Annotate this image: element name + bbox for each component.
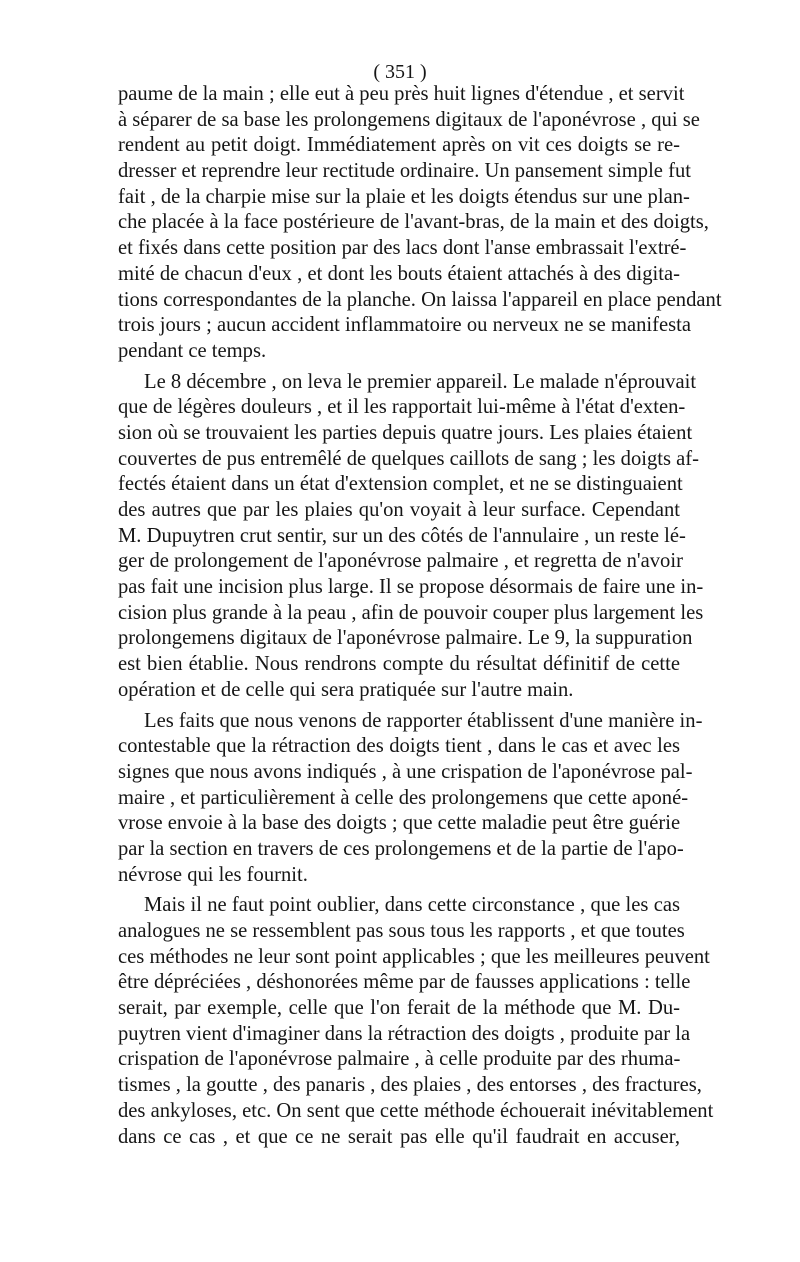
text-line: Le 8 décembre , on leva le premier appareil. Le malade n'éprouvait bbox=[144, 370, 697, 393]
text-line: par la section en travers de ces prolongemens et de la partie de l'apo- bbox=[118, 837, 684, 860]
text-line: névrose qui les fournit. bbox=[118, 863, 308, 886]
text-line: prolongemens digitaux de l'aponévrose palmaire. Le 9, la suppuration bbox=[118, 627, 693, 650]
text-line: être dépréciées , déshonorées même par de fausses applications : telle bbox=[118, 971, 691, 994]
text-line: serait, par exemple, celle que l'on ferait de la méthode que M. Du- bbox=[118, 997, 680, 1020]
text-line: trois jours ; aucun accident inflammatoire ou nerveux ne se manifesta bbox=[118, 314, 691, 337]
text-line: vrose envoie à la base des doigts ; que cette maladie peut être guérie bbox=[118, 812, 681, 835]
text-line: M. Dupuytren crut sentir, sur un des côtés de l'annulaire , un reste lé- bbox=[118, 524, 686, 547]
text-line: que de légères douleurs , et il les rapportait lui-même à l'état d'exten- bbox=[118, 396, 686, 419]
text-line: dresser et reprendre leur rectitude ordinaire. Un pansement simple fut bbox=[118, 160, 691, 183]
text-line: fait , de la charpie mise sur la plaie et les doigts étendus sur une plan- bbox=[118, 185, 690, 208]
body-text bbox=[118, 82, 722, 1150]
text-line: paume de la main ; elle eut à peu près huit lignes d'étendue , et servit bbox=[118, 83, 685, 105]
text-line: puytren vient d'imaginer dans la rétraction des doigts , produite par la bbox=[118, 1022, 691, 1045]
text-line: à séparer de sa base les prolongemens digitaux de l'aponévrose , qui se bbox=[118, 108, 700, 131]
text-line: pendant ce temps. bbox=[118, 339, 267, 362]
paragraph bbox=[118, 82, 722, 365]
text-line: signes que nous avons indiqués , à une crispation de l'aponévrose pal- bbox=[118, 760, 693, 783]
text-line: tions correspondantes de la planche. On laissa l'appareil en place pendant bbox=[118, 288, 722, 311]
text-line: cision plus grande à la peau , afin de pouvoir couper plus largement les bbox=[118, 601, 704, 624]
paragraph bbox=[118, 893, 714, 1150]
text-line: Les faits que nous venons de rapporter établissent d'une manière in- bbox=[144, 709, 703, 732]
text-line: fectés étaient dans un état d'extension complet, et ne se distinguaient bbox=[118, 473, 683, 496]
text-line: contestable que la rétraction des doigts tient , dans le cas et avec les bbox=[118, 735, 680, 758]
text-line: ces méthodes ne leur sont point applicables ; que les meilleures peuvent bbox=[118, 945, 710, 968]
text-line: est bien établie. Nous rendrons compte du résultat définitif de cette bbox=[118, 653, 680, 676]
paragraph bbox=[118, 709, 703, 889]
text-line: ger de prolongement de l'aponévrose palmaire , et regretta de n'avoir bbox=[118, 550, 683, 573]
text-line: tismes , la goutte , des panaris , des plaies , des entorses , des fractures, bbox=[118, 1074, 702, 1097]
text-line: che placée à la face postérieure de l'avant-bras, de la main et des doigts, bbox=[118, 211, 709, 234]
text-line: couvertes de pus entremêlé de quelques caillots de sang ; les doigts af- bbox=[118, 447, 700, 470]
text-line: des ankyloses, etc. On sent que cette méthode échouerait inévitablement bbox=[118, 1099, 714, 1122]
text-line: dans ce cas , et que ce ne serait pas elle qu'il faudrait en accuser, bbox=[118, 1125, 680, 1148]
text-line: des autres que par les plaies qu'on voyait à leur surface. Cependant bbox=[118, 499, 680, 521]
text-line: Mais il ne faut point oublier, dans cette circonstance , que les cas bbox=[144, 894, 680, 917]
text-line: mité de chacun d'eux , et dont les bouts étaient attachés à des digita- bbox=[118, 262, 680, 285]
text-line: opération et de celle qui sera pratiquée sur l'autre main. bbox=[118, 678, 574, 701]
page-number: ( 351 ) bbox=[373, 61, 427, 83]
text-line: analogues ne se ressemblent pas sous tous les rapports , et que toutes bbox=[118, 920, 685, 942]
text-line: crispation de l'aponévrose palmaire , à celle produite par des rhuma- bbox=[118, 1048, 681, 1071]
text-line: sion où se trouvaient les parties depuis quatre jours. Les plaies étaient bbox=[118, 421, 693, 444]
text-line: et fixés dans cette position par des lacs dont l'anse embrassait l'extré- bbox=[118, 237, 687, 260]
text-line: rendent au petit doigt. Immédiatement après on vit ces doigts se re- bbox=[118, 134, 680, 157]
text-line: pas fait une incision plus large. Il se propose désormais de faire une in- bbox=[118, 576, 704, 599]
text-line: maire , et particulièrement à celle des prolongemens que cette aponé- bbox=[118, 786, 689, 809]
paragraph bbox=[118, 370, 704, 704]
